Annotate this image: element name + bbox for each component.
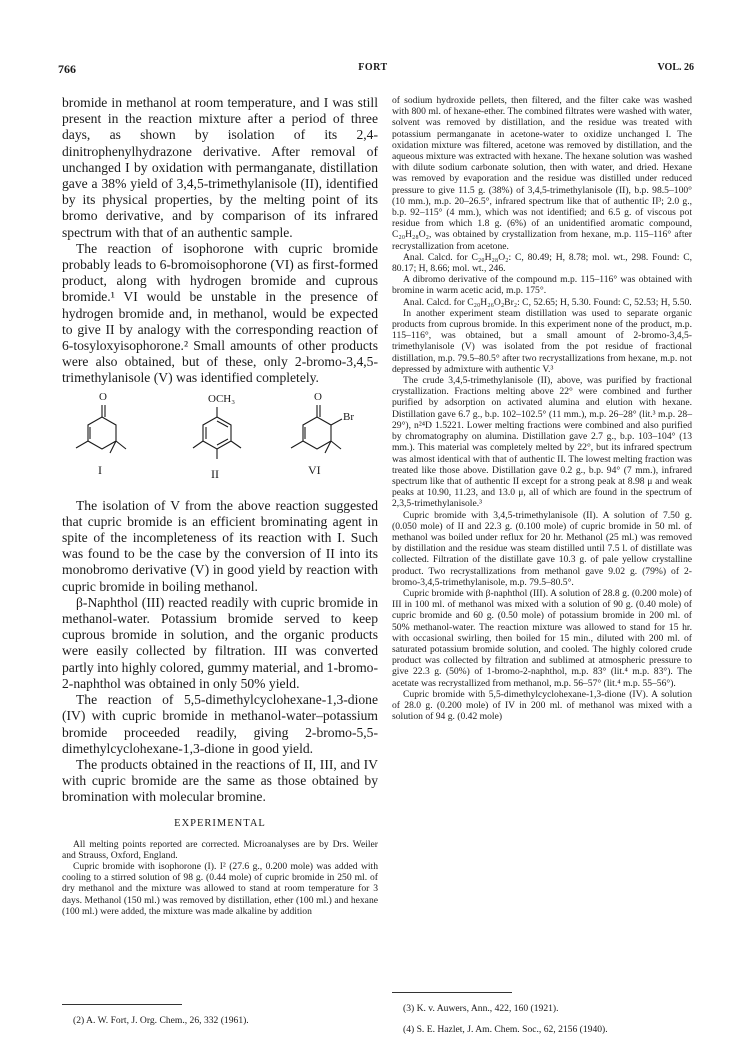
body-paragraph: β-Naphthol (III) reacted readily with cupric bromide in methanol-water. Potassium bromide served to keep cuprous bromide in solution, and the organic products were easily collected by filtration. III was converted partly into highly colored, gummy material, and 1-bromo-2-naphthol was obtained in only 50% yield. xyxy=(62,594,378,691)
experimental-paragraph: Cupric bromide with 3,4,5-trimethylanisole (II). A solution of 7.50 g. (0.050 mole) of II and 22.3 g. (0.100 mole) of cupric bromide in 50 ml. of methanol was boiled under reflux for 20 hr. Methanol (25 ml.) was removed by distillation and the residue was steam distilled until 7.5 l. of distillate was collected. Filtration of the distillate gave 10.3 g. of pale yellow crystalline product. Two recrystallizations from methanol gave 9.02 g. (79%) of 2-bromo-3,4,5-trimethylanisole, m.p. 79.5–80.5°. xyxy=(392,509,692,588)
structure-II xyxy=(193,407,241,459)
footnote-rule xyxy=(392,992,512,993)
carbonyl-label: O xyxy=(99,390,107,403)
structure-label-II: II xyxy=(211,466,219,481)
experimental-paragraph: Cupric bromide with 5,5-dimethylcyclohexane-1,3-dione (IV). A solution of 28.0 g. (0.200 mole) of IV in 200 ml. of methanol was mixed with a solution of 94 g. (0.42 mole) xyxy=(392,688,692,723)
experimental-paragraph: All melting points reported are corrected. Microanalyses are by Drs. Weiler and Strauss, Oxford, England. xyxy=(62,838,378,861)
footnote: (4) S. E. Hazlet, J. Am. Chem. Soc., 62, 2156 (1940). xyxy=(403,1023,608,1035)
left-column xyxy=(62,95,378,917)
right-column xyxy=(392,95,692,722)
page-number: 766 xyxy=(58,62,76,76)
footnote-rule xyxy=(62,1004,182,1005)
analysis-paragraph: Anal. Calcd. for C₂₀H₂₈O₂: C, 80.49; H, 8.78; mol. wt., 298. Found: C, 80.17; H, 8.66; mol. wt., 246. xyxy=(392,251,692,275)
body-paragraph: The reaction of 5,5-dimethylcyclohexane-1,3-dione (IV) with cupric bromide in methanol-water–potassium bromide proceeded readily, giving 2-bromo-5,5-dimethylcyclohexane-1,3-dione in good yield. xyxy=(62,692,378,756)
footnote: (2) A. W. Fort, J. Org. Chem., 26, 332 (1961). xyxy=(73,1014,249,1026)
chemical-structures xyxy=(62,390,378,488)
bromine-label: Br xyxy=(343,410,354,423)
body-paragraph: The reaction of isophorone with cupric bromide probably leads to 6-bromoisophorone (VI) as first-formed product, along with hydrogen bromide and cuprous bromide.¹ VI would be unstable in the presence of hydrogen bromide and, in methanol, would be expected to give II by analogy with the corresponding reaction of 6-tosyloxyisophorone.² Small amounts of other products were also obtained, but of these, only 2-bromo-3,4,5-trimethylanisole (V) was identified completely. xyxy=(62,240,378,386)
body-paragraph: The isolation of V from the above reaction suggested that cupric bromide is an efficient brominating agent in spite of the incompleteness of its reaction with I. Such was found to be the case by the conversion of II into its monobromo derivative (V) in good yield by reaction with cupric bromide in boiling methanol. xyxy=(62,497,378,594)
footnote: (3) K. v. Auwers, Ann., 422, 160 (1921). xyxy=(403,1002,559,1014)
analysis-paragraph: Anal. Calcd. for C₂₀H₂₆O₂Br₂: C, 52.65; H, 5.30. Found: C, 52.53; H, 5.50. xyxy=(403,296,692,308)
left-footnotes xyxy=(62,996,378,1036)
experimental-paragraph: Cupric bromide with β-naphthol (III). A solution of 28.8 g. (0.200 mole) of III in 100 ml. of methanol was mixed with a solution of 90 g. (0.40 mole) of cupric bromide and 60 g. (0.50 mole) of potassium bromide in 200 ml. of 50% methanol-water. The reaction mixture was allowed to stand for 15 hr. with occasional swirling, then boiled for 15 min., diluted with 200 ml. of saturated potassium bromide solution, and cooled. The highly colored crude product was collected by filtration and sublimed at atmospheric pressure to give 22.3 g. (50%) of 1-bromo-2-naphthol, m.p. 83° (lit.⁴ m.p. 83°). The acetate was recrystallized from methanol, m.p. 56–57° (lit.⁴ m.p. 55–56°). xyxy=(392,587,692,689)
section-title: EXPERIMENTAL xyxy=(174,817,266,829)
experimental-paragraph: A dibromo derivative of the compound m.p. 115–116° was obtained with bromine in warm acetic acid, m.p. 175°. xyxy=(392,274,692,297)
body-paragraph: The products obtained in the reactions of II, III, and IV with cupric bromide are the same as those obtained by bromination with molecular bromine. xyxy=(62,756,378,805)
structure-label-I: I xyxy=(98,462,102,477)
running-head: FORT xyxy=(358,62,388,73)
structure-VI xyxy=(291,405,342,453)
methoxy-label: OCH₃ xyxy=(208,392,236,405)
page-header xyxy=(52,62,694,76)
structure-label-VI: VI xyxy=(308,462,321,477)
experimental-paragraph: of sodium hydroxide pellets, then filtered, and the filter cake was washed with 800 ml. of hexane-ether. The combined filtrates were washed with water, solvent was removed by distillation, and the residue was treated with potassium permanganate in acetone-water to oxidize unchanged I. The oxidation mixture was filtered, acetone was removed by distillation, and the aqueous mixture was extracted with hexane. The hexane solution was washed with dilute sodium carbonate solution, then with water, and dried. Hexane was removed by evaporation and the residue was distilled under reduced pressure to give 11.5 g. (38%) of 3,4,5-trimethylanisole (II), b.p. 98.5–100° (10 mm.), m.p. 20–26.5°, infrared spectrum like that of authentic II³; 2.0 g., b.p. 92–115° (4 mm.), which was not identified; and 6.5 g. of viscous pot residue from which 1.8 g. (6%) of an unidentified aromatic compound, C₂₀H₂₈O₂, was obtained by crystallization from hexane, m.p. 115–116° after recrystallization from acetone. xyxy=(392,95,692,252)
right-footnotes xyxy=(392,984,692,1045)
experimental-paragraph: Cupric bromide with isophorone (I). I² (27.6 g., 0.200 mole) was added with cooling to a stirred solution of 98 g. (0.44 mole) of cupric bromide in 250 ml. of dry methanol and the mixture was allowed to stand at room temperature for 3 days. Methanol (150 ml.) was removed by distillation, ether (100 ml.) and hexane (100 ml.) were added, the mixture was made alkaline by addition xyxy=(62,860,378,917)
experimental-paragraph: The crude 3,4,5-trimethylanisole (II), above, was purified by fractional crystallization. Fractions melting above 22° were combined and further purified by adsorption on activated alumina and elution with hexane. Distillation gave 6.7 g., b.p. 102–102.5° (11 mm.), m.p. 26–28° (lit.³ m.p. 28–29°), n²⁴D 1.5221. Lower melting fractions were combined and also purified by chromatography on alumina. Distillation gave 2.7 g., b.p. 103–104° (13 mm.). This material was completely melted by 22°, but its infrared spectrum was almost identical with that of authentic II. The lowest melting fraction was treated like those above. Distillation gave 0.2 g., b.p. 94° (7 mm.), infrared spectrum like that of authentic II except for a strong peak at 8.98 μ and weak peaks at 10.90, 11.23, and 13.0 μ, all of which are found in the spectrum of 2,3,5-trimethylanisole.³ xyxy=(392,375,692,510)
volume-label: VOL. 26 xyxy=(657,62,694,73)
carbonyl-label: O xyxy=(314,390,322,403)
body-paragraph: bromide in methanol at room temperature, and I was still present in the reaction mixture after a period of three days, as shown by isolation of its 2,4-dinitrophenylhydrazone derivative. After removal of unchanged I by oxidation with permanganate, distillation gave a 38% yield of 3,4,5-trimethylanisole (II), identified by its physical properties, by the melting point of its bromo derivative, and by comparison of its infrared spectrum with that of an authentic sample. xyxy=(62,95,378,240)
structure-I xyxy=(76,405,126,453)
structure-drawings xyxy=(62,390,378,488)
experimental-paragraph: In another experiment steam distillation was used to separate organic products from cuprous bromide. In this experiment none of the product, m.p. 115–116°, was obtained, but a small amount of 2-bromo-3,4,5-trimethylanisole (V) was isolated from the pot residue of fractional distillation, m.p. 79.5–80.5° after two recrystallizations from hexane, m.p. not depressed by admixture with authentic V.³ xyxy=(392,307,692,375)
